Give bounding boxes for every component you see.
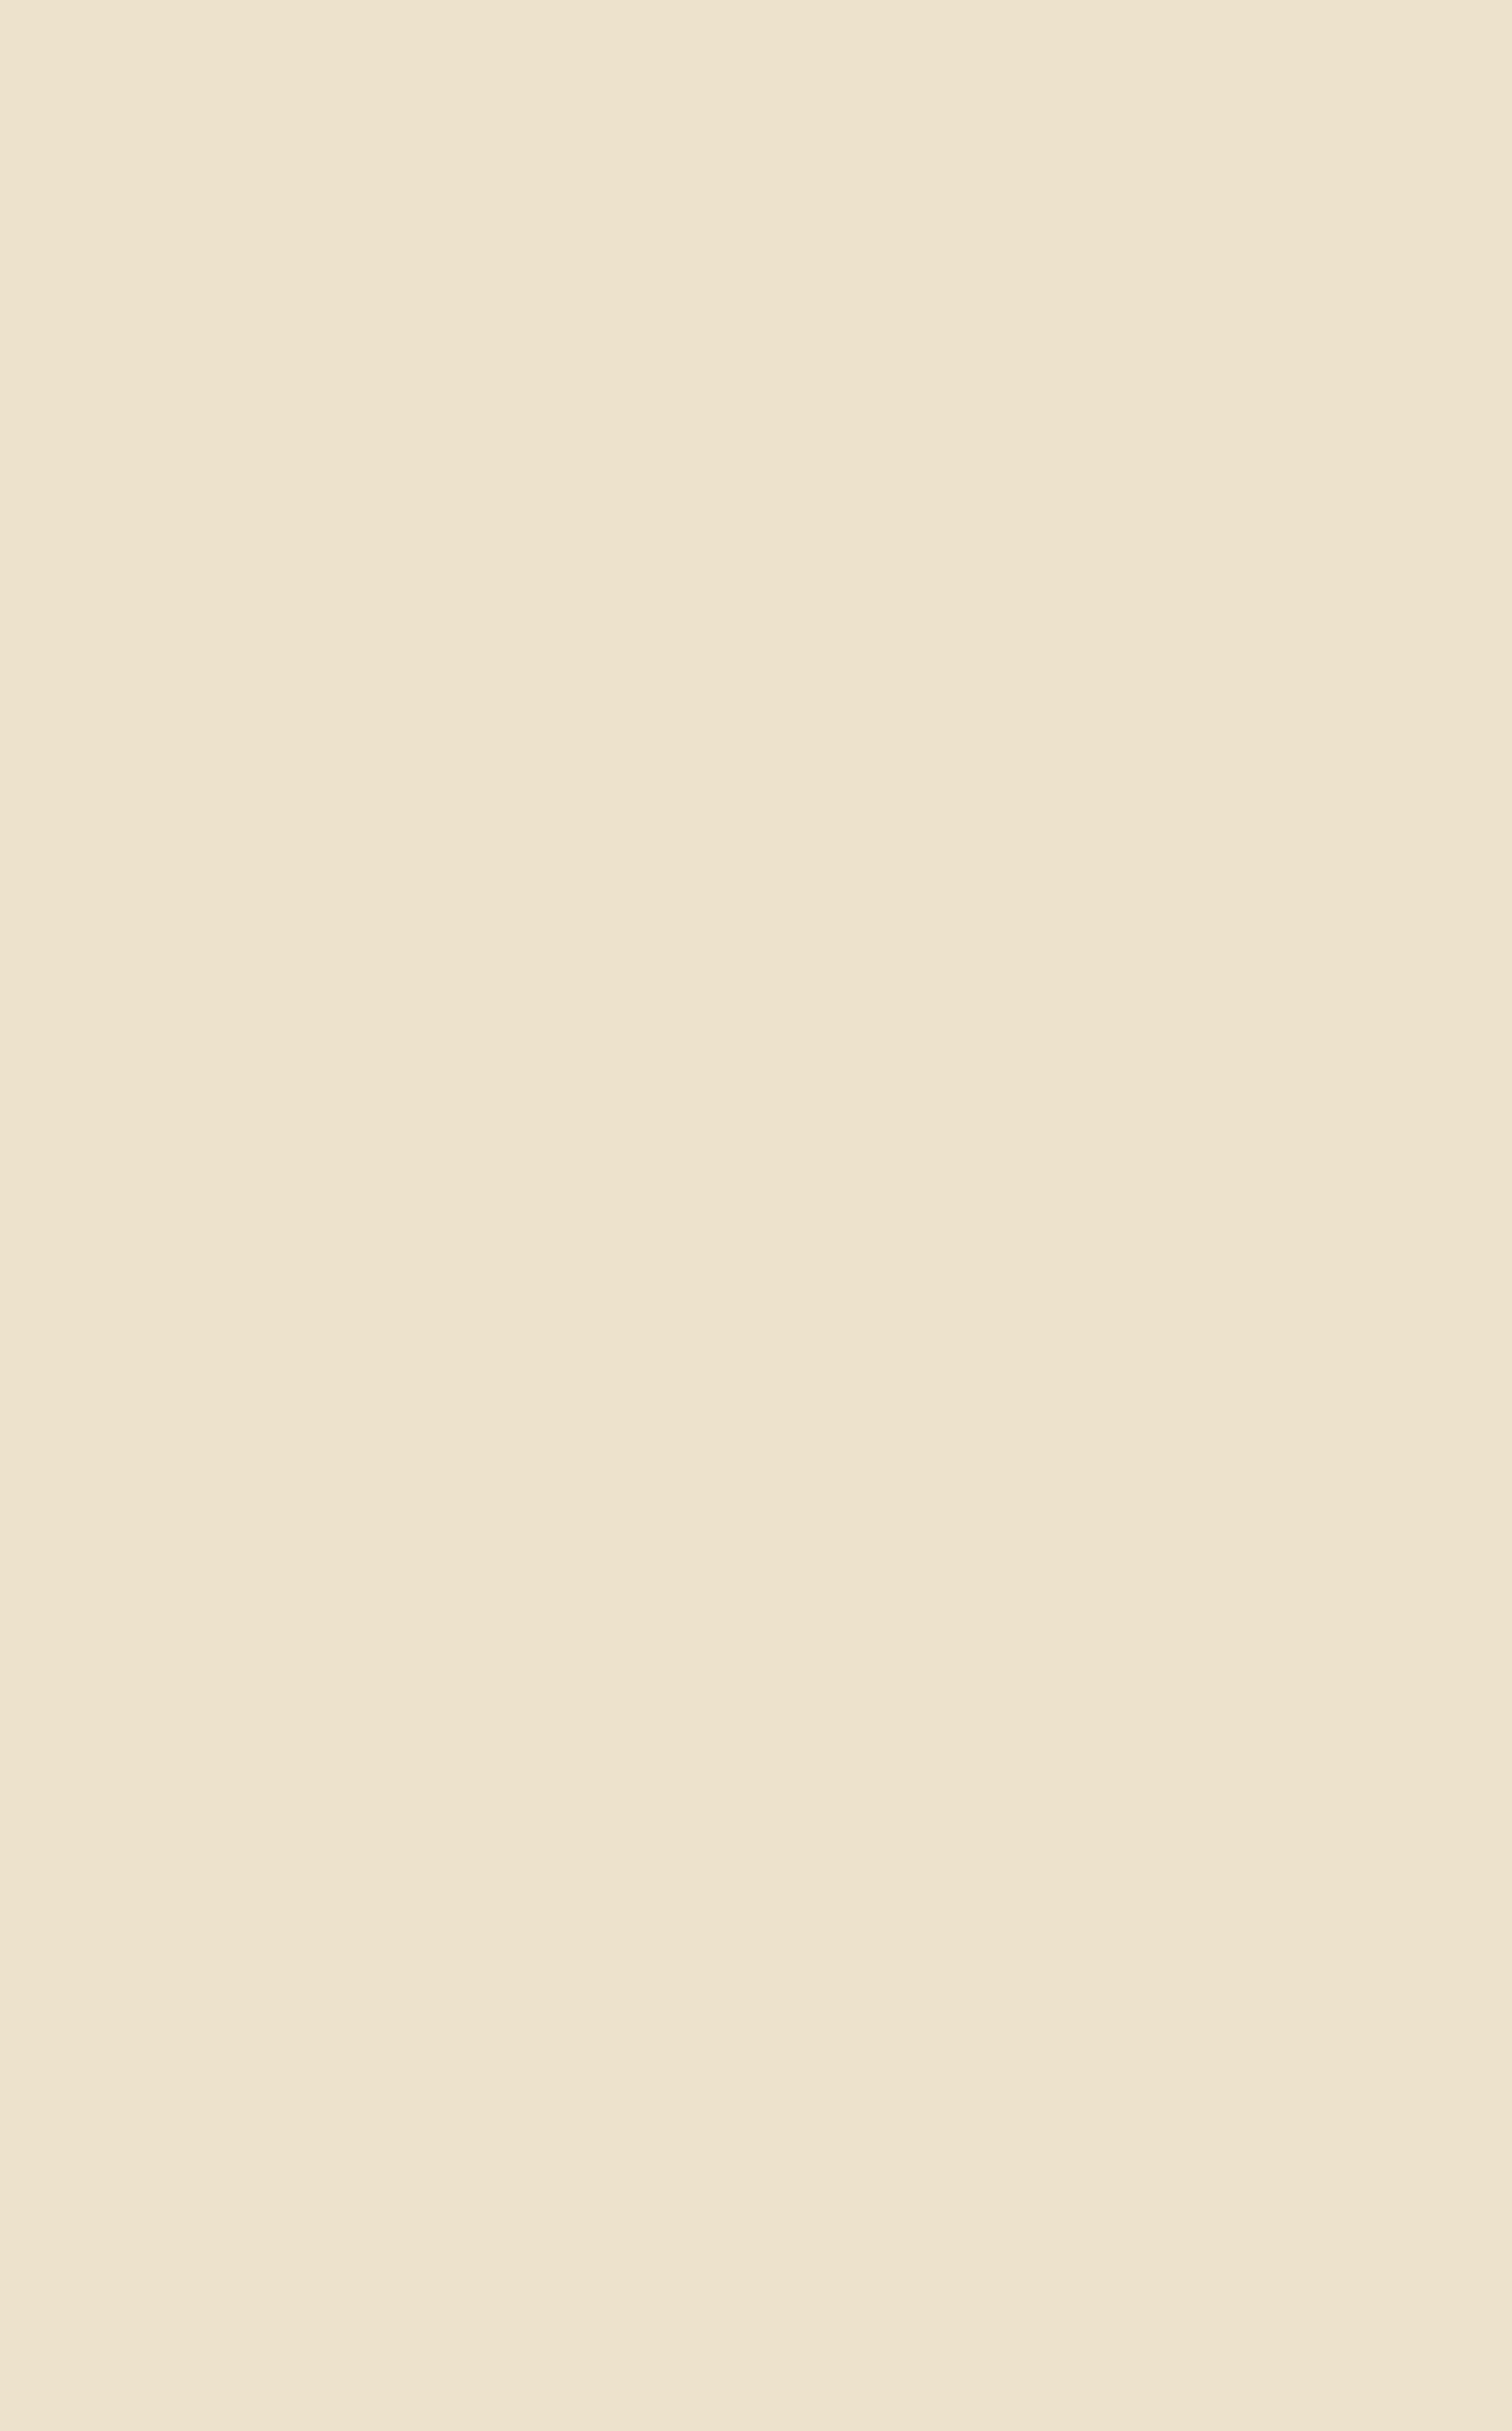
verse-line [0,1633,1512,1686]
verse-line [0,1747,1512,1800]
verse-line [0,531,1512,584]
verse-line [0,1690,1512,1743]
verse-line [0,924,1512,977]
page-header [0,117,1512,172]
verse-line [0,2144,1512,2196]
verse-line [0,867,1512,920]
verse-line [0,588,1512,641]
verse-line [0,1308,1512,1361]
verse-line [0,1250,1512,1303]
verse-line [0,475,1512,527]
verse-line [0,982,1512,1035]
verse-line [0,2087,1512,2140]
verse-line [0,2030,1512,2083]
verse-line [0,1365,1512,1418]
